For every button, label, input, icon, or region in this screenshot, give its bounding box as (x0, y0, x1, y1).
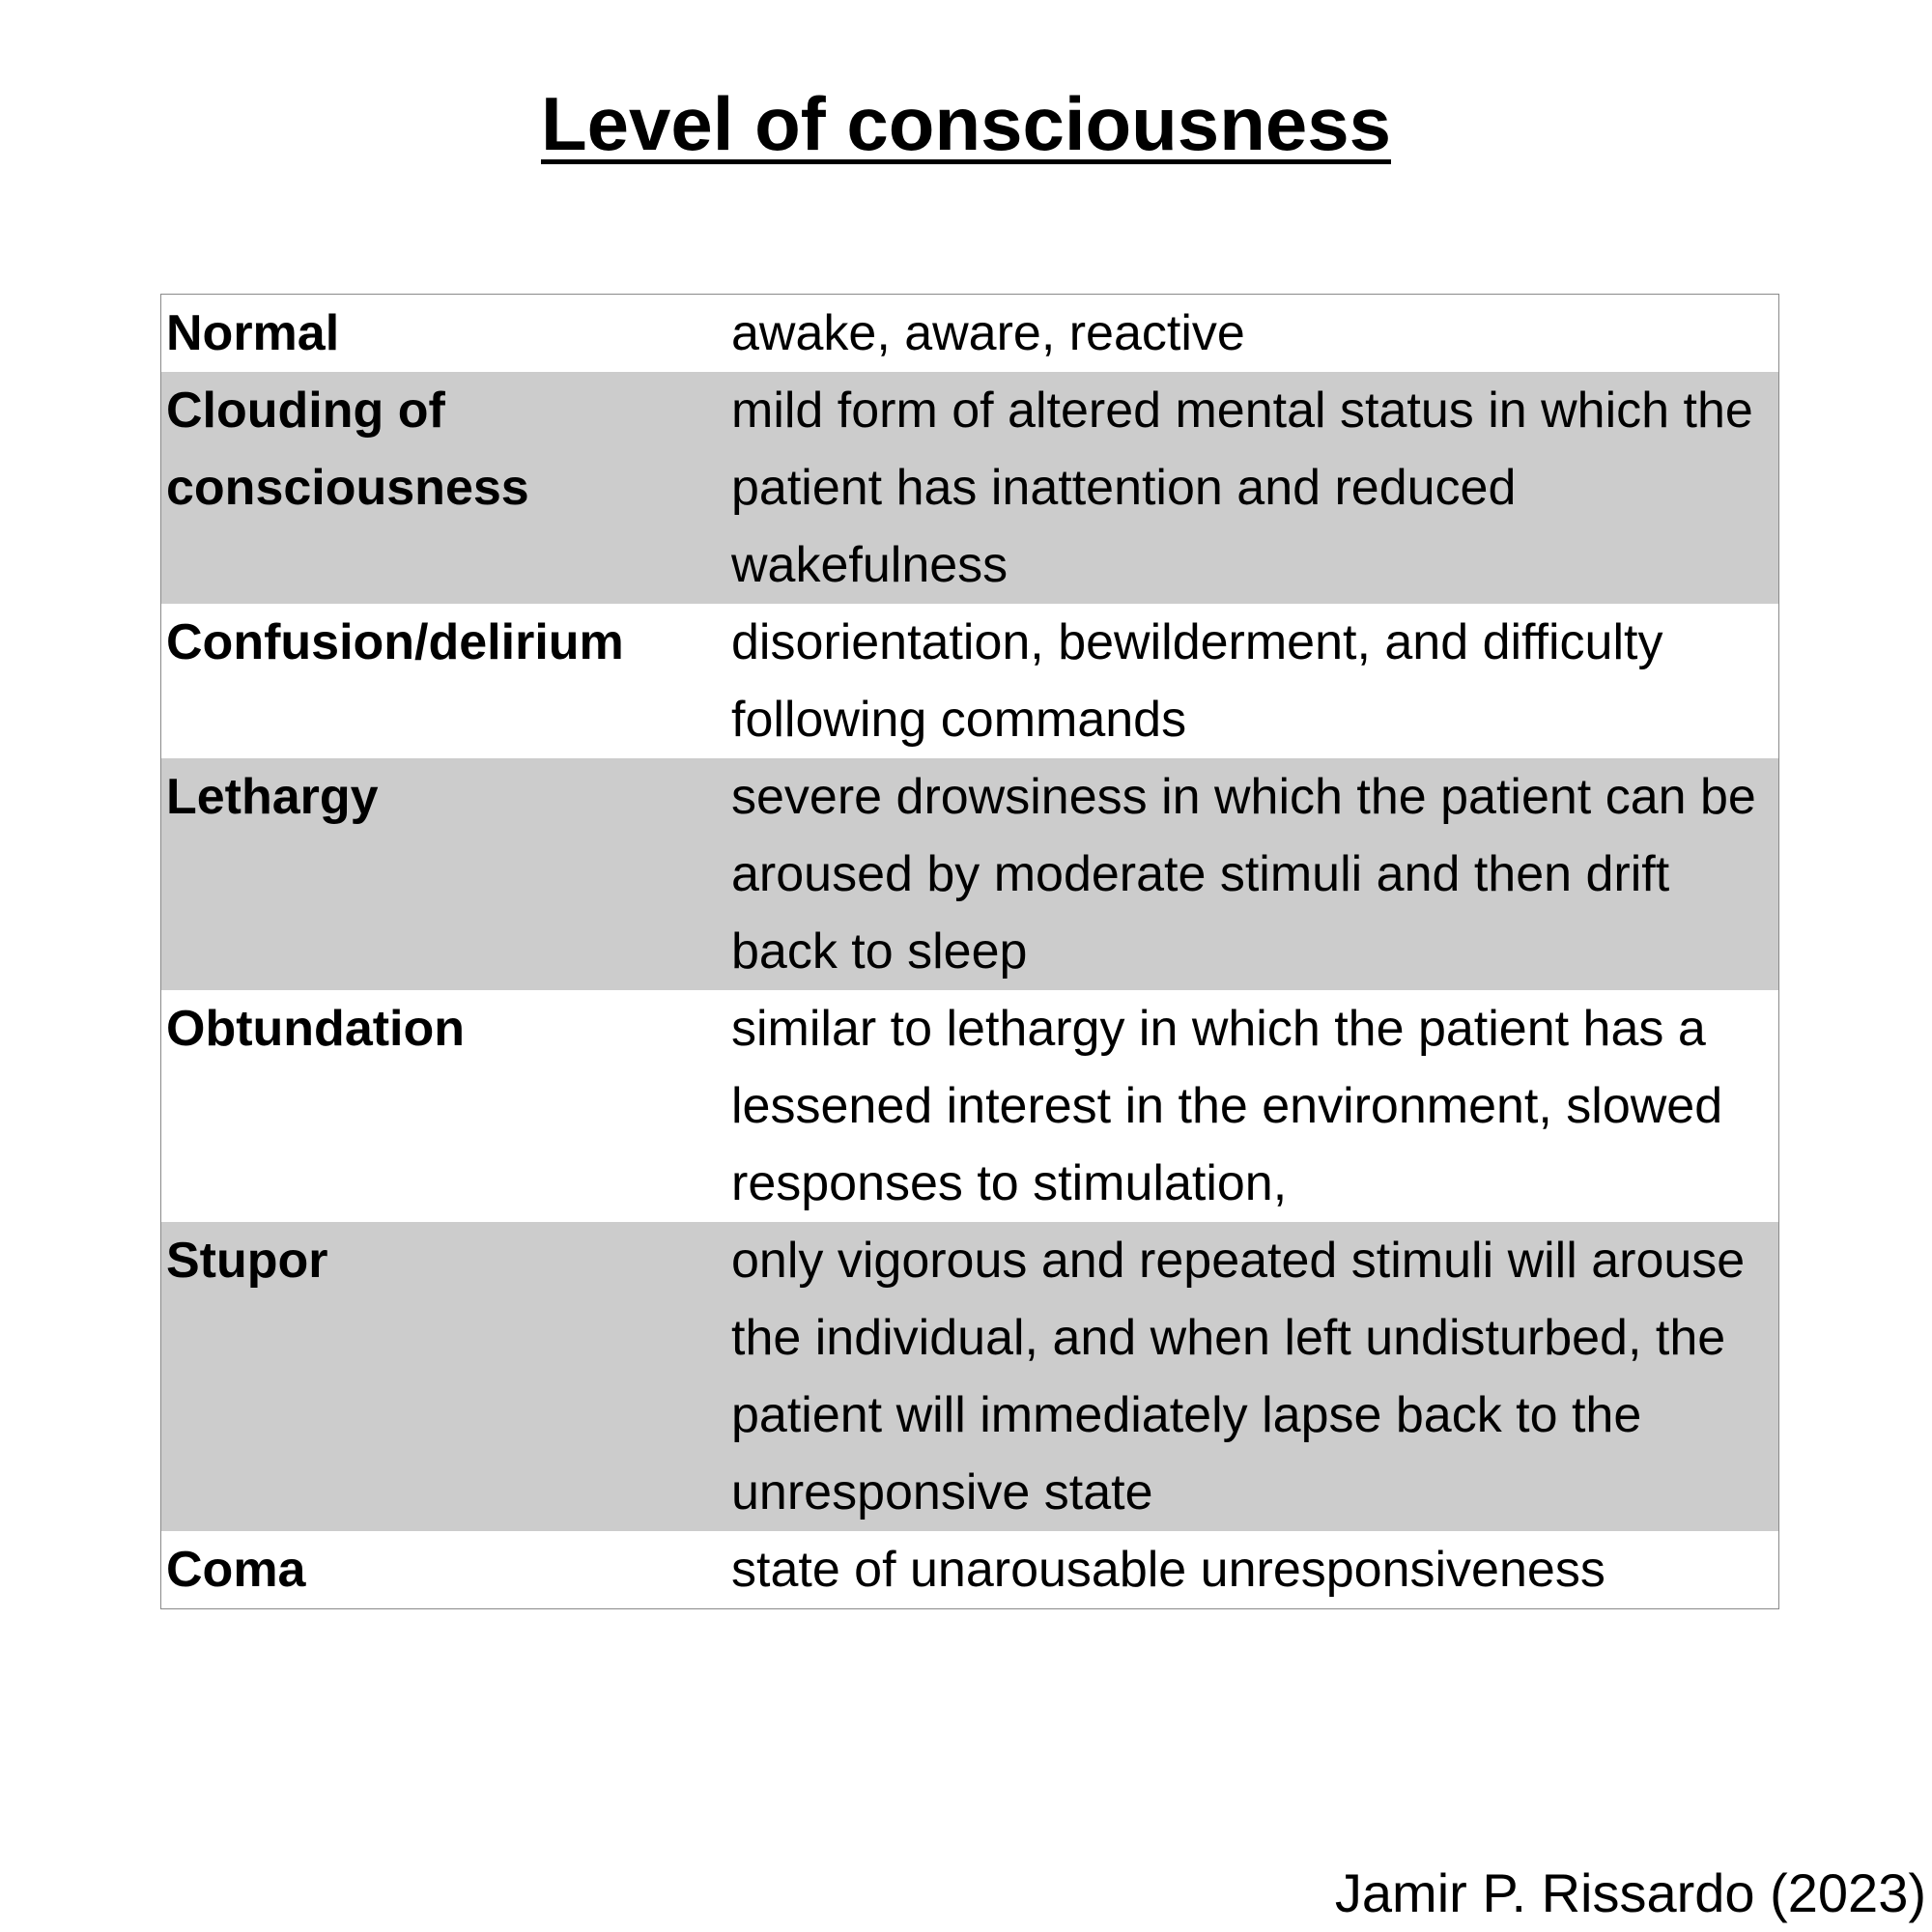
table-row-obtundation (161, 990, 1778, 1222)
page-title (0, 75, 1932, 172)
description-cell: state of unarousable unresponsiveness (731, 1542, 1605, 1598)
table-row-stupor (161, 1222, 1778, 1531)
term-cell: Normal (166, 305, 340, 361)
description-cell: only vigorous and repeated stimuli will arouse the individual, and when left undisturbed, the patient will immediately lapse back to the unresponsive state (731, 1233, 1746, 1520)
term-cell: Stupor (166, 1233, 328, 1289)
table-row-normal (161, 295, 1778, 372)
author-credit: Jamir P. Rissardo (2023) (1334, 1862, 1926, 1923)
table-row-confusion (161, 604, 1778, 758)
table-row-clouding (161, 372, 1778, 604)
term-cell: Coma (166, 1542, 306, 1598)
term-cell: Clouding of consciousness (166, 383, 529, 516)
term-cell: Lethargy (166, 769, 379, 825)
description-cell: mild form of altered mental status in which the patient has inattention and reduced wakefulness (731, 383, 1753, 593)
description-cell: similar to lethargy in which the patient has a lessened interest in the environment, slowed responses to stimulation, (731, 1001, 1723, 1211)
description-cell: disorientation, bewilderment, and difficulty following commands (731, 614, 1663, 748)
term-cell: Confusion/delirium (166, 614, 624, 670)
page-title-text: Level of consciousness (541, 81, 1391, 166)
description-cell: severe drowsiness in which the patient can be aroused by moderate stimuli and then drift back to sleep (731, 769, 1756, 980)
table-row-coma (161, 1531, 1778, 1608)
table-row-lethargy (161, 758, 1778, 990)
term-cell: Obtundation (166, 1001, 466, 1057)
description-cell: awake, aware, reactive (731, 305, 1245, 361)
consciousness-table (160, 294, 1779, 1609)
